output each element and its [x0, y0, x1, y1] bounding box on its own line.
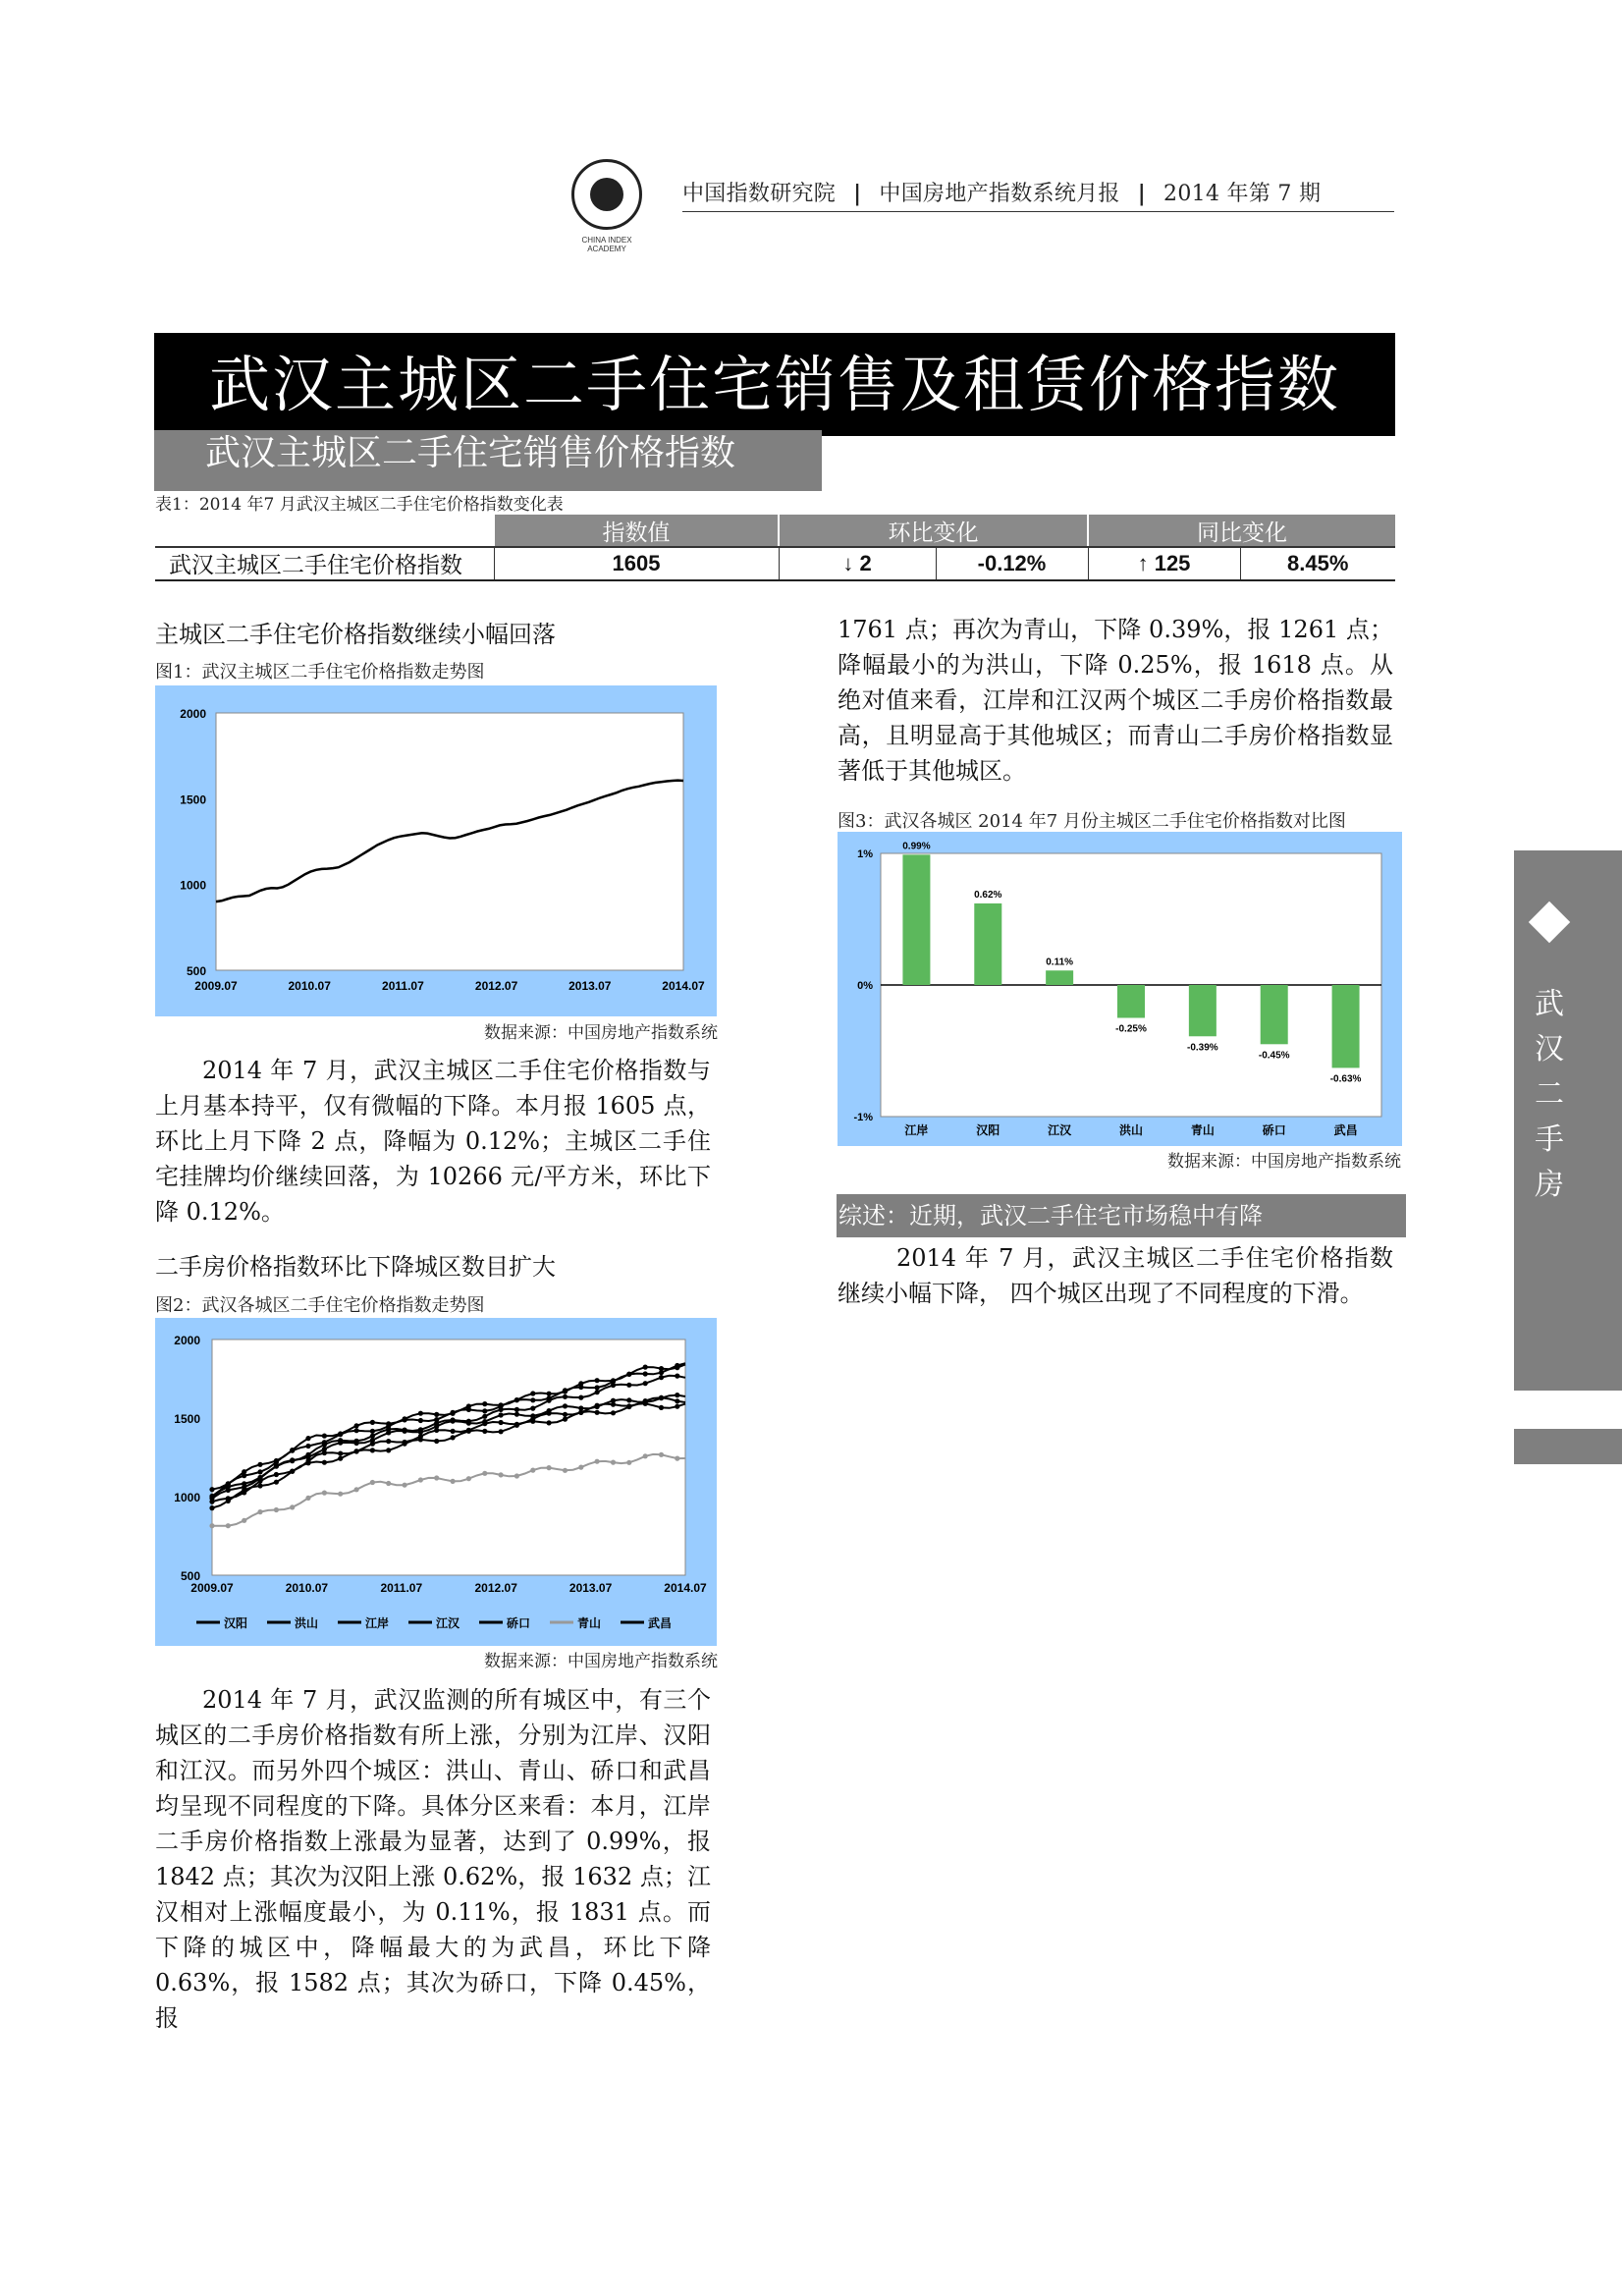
- fig2-y-tick: 1000: [174, 1491, 200, 1504]
- fig2-marker: [578, 1385, 583, 1390]
- fig2-x-tick: 2009.07: [190, 1581, 234, 1595]
- fig3-data-label: 0.62%: [974, 889, 1002, 901]
- fig2-marker: [305, 1460, 310, 1465]
- side-tab-char: 手: [1535, 1122, 1564, 1157]
- fig2-marker: [418, 1437, 423, 1442]
- table-cell-value: 1605: [494, 547, 779, 580]
- fig2-x-tick: 2010.07: [285, 1581, 329, 1595]
- fig2-chart: [155, 1318, 717, 1646]
- fig2-marker: [451, 1417, 456, 1422]
- fig2-legend-label: 青山: [577, 1616, 602, 1630]
- fig2-marker: [403, 1442, 407, 1447]
- fig2-marker: [274, 1464, 279, 1469]
- fig3-y-tick: -1%: [853, 1112, 873, 1123]
- fig3-category-label: 江汉: [1048, 1123, 1072, 1137]
- fig2-source: 数据来源：中国房地产指数系统: [484, 1652, 718, 1671]
- paragraph-2-cont: 1761 点；再次为青山，下降 0.39%，报 1261 点；降幅最小的为洪山，下降 0.25%，报 1618 点。从绝对值来看，江岸和江汉两个城区二手房价格指数最高，且明显高于其他城区；而青山二手房价格指数显著低于其他城区。: [838, 616, 1393, 785]
- fig2-marker: [595, 1385, 600, 1390]
- fig3-svg: [838, 832, 1402, 1146]
- fig2-marker: [547, 1420, 552, 1425]
- fig2-legend-label: 江汉: [436, 1616, 460, 1630]
- header-issue: 2014 年第 7 期: [1163, 182, 1322, 206]
- fig2-marker: [611, 1402, 616, 1407]
- fig2-marker: [578, 1410, 583, 1415]
- fig2-marker: [434, 1421, 439, 1426]
- fig2-marker: [482, 1471, 487, 1476]
- fig3-bar: [1261, 985, 1288, 1044]
- fig2-marker: [403, 1428, 407, 1433]
- fig2-marker: [290, 1458, 295, 1463]
- fig2-marker: [209, 1496, 214, 1501]
- fig2-marker: [659, 1405, 664, 1410]
- table-cell-mom-pct: -0.12%: [936, 547, 1088, 580]
- section-subtitle: 武汉主城区二手住宅销售价格指数: [154, 430, 822, 491]
- fig3-category-label: 武昌: [1333, 1123, 1358, 1137]
- fig2-marker: [451, 1435, 456, 1440]
- fig2-marker: [514, 1412, 519, 1417]
- table-header-blank: [155, 515, 494, 547]
- fig3-bar: [902, 854, 930, 985]
- fig3-category-label: 青山: [1190, 1123, 1215, 1137]
- fig2-marker: [290, 1449, 295, 1453]
- fig2-marker: [257, 1509, 262, 1514]
- fig2-marker: [675, 1363, 679, 1368]
- fig3-data-label: -0.63%: [1329, 1073, 1362, 1085]
- fig1-y-tick: 1000: [180, 878, 206, 893]
- table-cell-yoy-pct: 8.45%: [1240, 547, 1395, 580]
- fig2-marker: [338, 1456, 343, 1461]
- fig2-legend-label: 江岸: [365, 1616, 390, 1630]
- fig2-x-tick: 2013.07: [568, 1581, 613, 1595]
- fig2-marker: [466, 1429, 471, 1434]
- fig2-marker: [578, 1395, 583, 1400]
- fig3-data-label: -0.25%: [1115, 1023, 1147, 1035]
- fig2-marker: [418, 1427, 423, 1432]
- fig3-data-label: 0.99%: [902, 841, 931, 852]
- fig2-svg: [155, 1318, 717, 1646]
- fig2-y-tick: 2000: [174, 1334, 200, 1347]
- fig2-marker: [530, 1419, 535, 1424]
- table-header-mom: 环比变化: [779, 515, 1088, 547]
- fig2-marker: [595, 1378, 600, 1383]
- fig2-marker: [466, 1407, 471, 1412]
- fig2-marker: [226, 1481, 231, 1486]
- fig3-category-label: 汉阳: [976, 1123, 1000, 1137]
- fig2-legend-label: 武昌: [648, 1616, 673, 1630]
- side-tab-char: 武: [1535, 987, 1564, 1021]
- fig2-x-tick: 2012.07: [474, 1581, 517, 1595]
- header-org: 中国指数研究院: [682, 182, 837, 206]
- fig2-marker: [530, 1391, 535, 1395]
- fig2-marker: [659, 1452, 664, 1457]
- arrow-down-icon: ↓: [842, 550, 854, 575]
- fig2-marker: [482, 1421, 487, 1426]
- fig3-category-label: 洪山: [1118, 1123, 1144, 1137]
- fig1-y-tick: 1500: [180, 793, 206, 807]
- fig2-marker: [209, 1505, 214, 1510]
- fig1-x-tick: 2009.07: [194, 979, 238, 993]
- table-cell-mom-change: [779, 547, 936, 580]
- fig2-marker: [257, 1469, 262, 1474]
- fig2-marker: [547, 1465, 552, 1470]
- fig3-caption: 图3：武汉各城区 2014 年7 月份主城区二手住宅价格指数对比图: [838, 811, 1346, 832]
- fig3-bar: [1117, 985, 1145, 1018]
- fig2-marker: [530, 1397, 535, 1402]
- table-divider: [155, 546, 1395, 548]
- fig2-marker: [386, 1448, 391, 1452]
- fig3-bar: [1332, 985, 1360, 1067]
- fig2-legend-label: 汉阳: [224, 1616, 248, 1630]
- table-row: [155, 547, 1395, 580]
- logo-text: CHINA INDEX ACADEMY: [581, 236, 632, 253]
- fig2-marker: [514, 1473, 519, 1478]
- fig1-x-tick: 2010.07: [288, 979, 331, 993]
- fig2-marker: [451, 1479, 456, 1484]
- fig3-bar: [1046, 970, 1073, 985]
- fig2-marker: [434, 1475, 439, 1480]
- fig1-x-tick: 2012.07: [474, 979, 518, 993]
- fig2-marker: [499, 1472, 504, 1477]
- fig1-x-tick: 2013.07: [568, 979, 612, 993]
- fig2-legend-label: 洪山: [295, 1616, 319, 1630]
- fig2-marker: [482, 1414, 487, 1419]
- fig2-marker: [290, 1469, 295, 1474]
- fig2-marker: [578, 1465, 583, 1470]
- fig2-marker: [595, 1403, 600, 1408]
- fig2-marker: [466, 1476, 471, 1481]
- fig3-data-label: 0.11%: [1046, 957, 1074, 968]
- fig2-marker: [354, 1487, 359, 1492]
- fig2-marker: [563, 1468, 568, 1473]
- fig2-marker: [386, 1427, 391, 1432]
- fig2-marker: [290, 1504, 295, 1509]
- summary-paragraph: 2014 年 7 月，武汉主城区二手住宅价格指数继续小幅下降， 四个城区出现了不同程度的下滑。: [838, 1244, 1393, 1307]
- fig2-marker: [322, 1460, 327, 1465]
- fig2-x-tick: 2011.07: [380, 1581, 423, 1595]
- table-cell-yoy-change: [1088, 547, 1240, 580]
- fig2-marker: [563, 1394, 568, 1399]
- fig3-category-label: 江岸: [904, 1123, 929, 1137]
- fig2-marker: [274, 1480, 279, 1485]
- fig2-marker: [338, 1432, 343, 1437]
- fig1-chart: [155, 685, 717, 1016]
- table-header-row: [155, 515, 1395, 547]
- side-tab-char: 房: [1535, 1168, 1564, 1202]
- fig2-marker: [338, 1451, 343, 1456]
- fig2-marker: [643, 1381, 648, 1386]
- fig2-marker: [643, 1365, 648, 1370]
- fig2-marker: [434, 1412, 439, 1417]
- fig2-marker: [659, 1370, 664, 1375]
- fig2-marker: [370, 1420, 375, 1425]
- fig3-category-label: 硚口: [1262, 1123, 1286, 1137]
- fig2-marker: [209, 1487, 214, 1492]
- fig2-marker: [530, 1468, 535, 1473]
- header-line: 中国指数研究院 | 中国房地产指数系统月报 | 2014 年第 7 期: [682, 177, 1394, 212]
- fig1-x-tick: 2014.07: [662, 979, 705, 993]
- fig3-y-tick: 1%: [857, 848, 873, 860]
- heading-main-index: 主城区二手住宅价格指数继续小幅回落: [155, 621, 556, 648]
- fig2-marker: [338, 1438, 343, 1443]
- fig2-marker: [338, 1492, 343, 1497]
- side-tab-char: 二: [1535, 1077, 1564, 1112]
- fig2-x-tick: 2014.07: [664, 1581, 707, 1595]
- fig2-marker: [675, 1393, 679, 1397]
- fig2-marker: [322, 1442, 327, 1447]
- fig2-marker: [434, 1428, 439, 1433]
- header-report: 中国房地产指数系统月报: [879, 182, 1120, 206]
- fig2-marker: [451, 1429, 456, 1434]
- fig1-y-tick: 2000: [180, 707, 206, 721]
- fig2-marker: [354, 1428, 359, 1433]
- fig1-source: 数据来源：中国房地产指数系统: [484, 1023, 718, 1043]
- fig2-marker: [451, 1410, 456, 1415]
- fig2-marker: [418, 1411, 423, 1416]
- fig2-marker: [563, 1403, 568, 1408]
- fig2-marker: [354, 1449, 359, 1453]
- fig2-marker: [659, 1375, 664, 1380]
- fig2-marker: [370, 1429, 375, 1434]
- fig2-marker: [626, 1460, 631, 1465]
- fig2-marker: [322, 1434, 327, 1439]
- page-title: 武汉主城区二手住宅销售及租赁价格指数: [154, 333, 1395, 436]
- fig2-marker: [563, 1388, 568, 1393]
- summary-bar: 综述：近期，武汉二手住宅市场稳中有降: [837, 1194, 1406, 1237]
- fig2-marker: [354, 1439, 359, 1444]
- fig2-marker: [482, 1408, 487, 1413]
- fig2-marker: [547, 1392, 552, 1396]
- fig2-marker: [499, 1420, 504, 1425]
- fig2-marker: [434, 1439, 439, 1444]
- fig2-marker: [209, 1523, 214, 1528]
- fig2-marker: [242, 1473, 246, 1478]
- fig2-marker: [403, 1483, 407, 1488]
- fig2-marker: [499, 1429, 504, 1434]
- fig2-marker: [370, 1442, 375, 1447]
- fig2-marker: [257, 1483, 262, 1488]
- table-header-value: 指数值: [494, 515, 779, 547]
- fig2-marker: [322, 1450, 327, 1455]
- fig2-marker: [547, 1411, 552, 1416]
- fig2-marker: [659, 1395, 664, 1400]
- fig2-marker: [675, 1404, 679, 1409]
- fig3-bar: [974, 903, 1001, 985]
- fig2-marker: [514, 1397, 519, 1402]
- fig3-bar: [1189, 985, 1216, 1036]
- fig2-marker: [386, 1439, 391, 1444]
- heading-district: 二手房价格指数环比下降城区数目扩大: [155, 1253, 556, 1281]
- fig2-marker: [595, 1459, 600, 1464]
- fig2-marker: [242, 1518, 246, 1523]
- fig2-marker: [418, 1477, 423, 1482]
- paragraph-2: 2014 年 7 月，武汉监测的所有城区中，有三个城区的二手房价格指数有所上涨，分别为江岸、汉阳和江汉。而另外四个城区：洪山、青山、硚口和武昌均呈现不同程度的下降。具体分区来看：本月，江岸二手房价格指数上涨最为显著，达到了 0.99%，报 1842 点；其次为汉阳上涨 0.62%，报 1632 点；江汉相对上涨幅度最小，为 0.11%，报 1831 点。而下降的城区中，降幅最大的为武昌，环比下降 0.63%，报 1582 点；其次为硚口，下降 0.45%，报: [155, 1686, 711, 2032]
- fig2-marker: [305, 1444, 310, 1449]
- fig2-marker: [305, 1496, 310, 1501]
- fig2-marker: [499, 1412, 504, 1417]
- fig2-marker: [242, 1488, 246, 1493]
- fig3-data-label: -0.39%: [1187, 1042, 1218, 1054]
- fig2-marker: [563, 1417, 568, 1422]
- index-table: [155, 515, 1395, 581]
- side-tab-strip: [1514, 1429, 1622, 1464]
- fig2-marker: [370, 1434, 375, 1439]
- fig2-marker: [595, 1390, 600, 1394]
- academy-logo: [571, 159, 642, 230]
- fig2-y-tick: 500: [180, 1569, 200, 1583]
- fig2-marker: [643, 1371, 648, 1376]
- fig2-marker: [626, 1404, 631, 1409]
- fig2-marker: [675, 1456, 679, 1461]
- fig2-legend-label: 硚口: [507, 1616, 531, 1630]
- fig1-caption: 图1：武汉主城区二手住宅价格指数走势图: [155, 662, 485, 683]
- fig2-marker: [530, 1406, 535, 1411]
- table-caption: 表1：2014 年7 月武汉主城区二手住宅价格指数变化表: [155, 495, 564, 515]
- fig2-marker: [611, 1460, 616, 1465]
- table-header-yoy: 同比变化: [1088, 515, 1395, 547]
- fig2-marker: [514, 1423, 519, 1428]
- fig2-marker: [563, 1412, 568, 1417]
- fig2-marker: [547, 1398, 552, 1403]
- table-row-label: 武汉主城区二手住宅价格指数: [155, 547, 494, 580]
- fig2-marker: [482, 1429, 487, 1434]
- fig2-marker: [370, 1480, 375, 1485]
- fig3-source: 数据来源：中国房地产指数系统: [1167, 1152, 1401, 1172]
- fig2-marker: [626, 1397, 631, 1402]
- fig2-marker: [226, 1499, 231, 1503]
- fig2-marker: [482, 1401, 487, 1406]
- fig2-marker: [274, 1472, 279, 1477]
- fig2-marker: [611, 1383, 616, 1388]
- fig2-marker: [499, 1407, 504, 1412]
- fig2-marker: [274, 1507, 279, 1512]
- fig2-marker: [305, 1436, 310, 1441]
- fig2-y-tick: 1500: [174, 1412, 200, 1426]
- fig2-marker: [626, 1372, 631, 1377]
- fig2-marker: [514, 1407, 519, 1412]
- arrow-up-icon: ↑: [1137, 550, 1149, 575]
- fig2-marker: [322, 1491, 327, 1496]
- fig1-svg: [155, 685, 717, 1016]
- fig1-x-tick: 2011.07: [382, 979, 424, 993]
- fig2-marker: [403, 1417, 407, 1422]
- mom-change-value: 2: [859, 550, 872, 575]
- fig2-marker: [386, 1481, 391, 1486]
- fig3-chart: [838, 832, 1402, 1146]
- fig2-marker: [305, 1452, 310, 1457]
- fig2-marker: [257, 1462, 262, 1467]
- side-tab-char: 汉: [1535, 1032, 1564, 1066]
- fig2-marker: [626, 1383, 631, 1388]
- fig2-marker: [257, 1476, 262, 1481]
- fig2-marker: [643, 1401, 648, 1406]
- yoy-change-value: 125: [1154, 550, 1191, 575]
- fig2-marker: [611, 1410, 616, 1415]
- fig2-marker: [675, 1374, 679, 1379]
- fig2-marker: [595, 1410, 600, 1415]
- fig2-marker: [643, 1453, 648, 1458]
- fig1-plot-area: [216, 713, 683, 970]
- fig1-y-tick: 500: [186, 964, 206, 978]
- fig3-y-tick: 0%: [857, 980, 873, 992]
- fig2-marker: [418, 1418, 423, 1423]
- fig2-marker: [354, 1423, 359, 1428]
- fig2-marker: [675, 1398, 679, 1403]
- fig2-marker: [226, 1523, 231, 1528]
- fig2-marker: [370, 1448, 375, 1452]
- fig2-marker: [226, 1488, 231, 1493]
- fig2-marker: [466, 1419, 471, 1424]
- fig2-caption: 图2：武汉各城区二手住宅价格指数走势图: [155, 1295, 485, 1316]
- fig3-data-label: -0.45%: [1258, 1050, 1290, 1062]
- paragraph-1: 2014 年 7 月，武汉主城区二手住宅价格指数与上月基本持平，仅有微幅的下降。本月报 1605 点，环比上月下降 2 点，降幅为 0.12%；主城区二手住宅挂牌均价继续回落，为 10266 元/平方米，环比下降 0.12%。: [155, 1057, 711, 1226]
